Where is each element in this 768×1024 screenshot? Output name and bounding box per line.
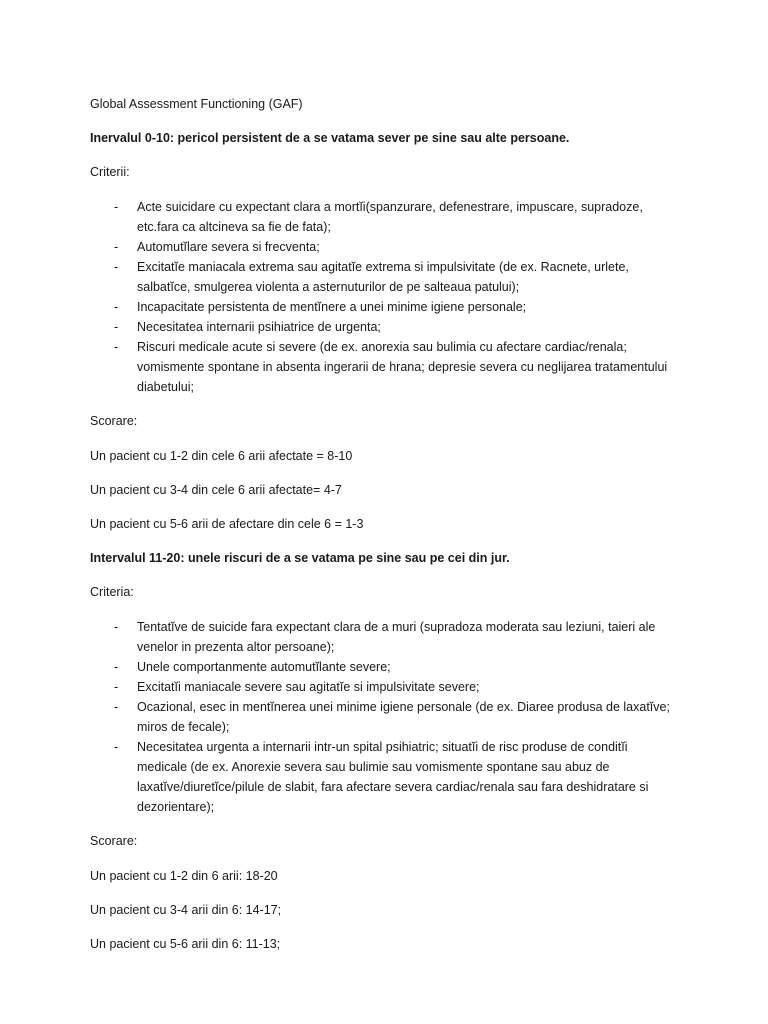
list-item: - Necesitatea urgenta a internarii intr-un spital psihiatric; situatĭi de risc produse de conditĭi medicale (de ex. Anorexie severa sau bulimie sau vomismente spontane sau abuz de laxatĭve/diuretĭce/pilule de slabit, fara afectare severa cardiac/renala sau fara deshidratare si dezorientare);	[114, 740, 649, 814]
section2-criteria-list	[90, 617, 690, 817]
section2-score-line: Un pacient cu 5-6 arii din 6: 11-13;	[90, 937, 281, 951]
list-item: - Unele comportanmente automutĭlante severe;	[114, 660, 391, 674]
section2-heading: Intervalul 11-20: unele riscuri de a se vatama pe sine sau pe cei din jur.	[90, 551, 510, 565]
section1-criteria-label: Criterii:	[90, 165, 130, 179]
section2-scoring-label: Scorare:	[90, 834, 138, 848]
list-item: - Riscuri medicale acute si severe (de ex. anorexia sau bulimia cu afectare cardiac/renala; vomismente spontane in absenta ingerarii de hrana; depresie severa cu neglijarea tratamentului diabetului;	[114, 340, 668, 394]
list-item: - Tentatĭve de suicide fara expectant clara de a muri (supradoza moderata sau leziuni, taieri ale venelor in prezenta altor persoane);	[114, 620, 656, 654]
list-item: - Excitatĭi maniacale severe sau agitatĭe si impulsivitate severe;	[114, 680, 480, 694]
section1-scoring-label: Scorare:	[90, 414, 138, 428]
list-item: - Ocazional, esec in mentĭnerea unei minime igiene personale (de ex. Diaree produsa de laxatĭve; miros de fecale);	[114, 700, 670, 734]
list-item: - Automutĭlare severa si frecventa;	[114, 240, 320, 254]
section1-score-line: Un pacient cu 3-4 din cele 6 arii afectate= 4-7	[90, 483, 342, 497]
section1-criteria-list	[90, 197, 690, 397]
list-item: - Excitatĭe maniacala extrema sau agitatĭe extrema si impulsivitate (de ex. Racnete, urlete, salbatĭce, smulgerea violenta a asternuturilor de pe salteaua patului);	[114, 260, 629, 294]
list-item: - Acte suicidare cu expectant clara a mortĭi(spanzurare, defenestrare, impuscare, supradoze, etc.fara ca altcineva sa fie de fata);	[114, 200, 643, 234]
section2-score-line: Un pacient cu 3-4 arii din 6: 14-17;	[90, 903, 282, 917]
section2-criteria-label: Criteria:	[90, 585, 134, 599]
list-item: - Incapacitate persistenta de mentĭnere a unei minime igiene personale;	[114, 300, 527, 314]
document-title: Global Assessment Functioning (GAF)	[90, 97, 303, 111]
section1-score-line: Un pacient cu 5-6 arii de afectare din cele 6 = 1-3	[90, 517, 364, 531]
section2-score-line: Un pacient cu 1-2 din 6 arii: 18-20	[90, 869, 278, 883]
section1-score-line: Un pacient cu 1-2 din cele 6 arii afectate = 8-10	[90, 449, 353, 463]
document-content	[90, 94, 690, 954]
list-item: - Necesitatea internarii psihiatrice de urgenta;	[114, 320, 381, 334]
section1-heading: Inervalul 0-10: pericol persistent de a se vatama sever pe sine sau alte persoane.	[90, 131, 570, 145]
